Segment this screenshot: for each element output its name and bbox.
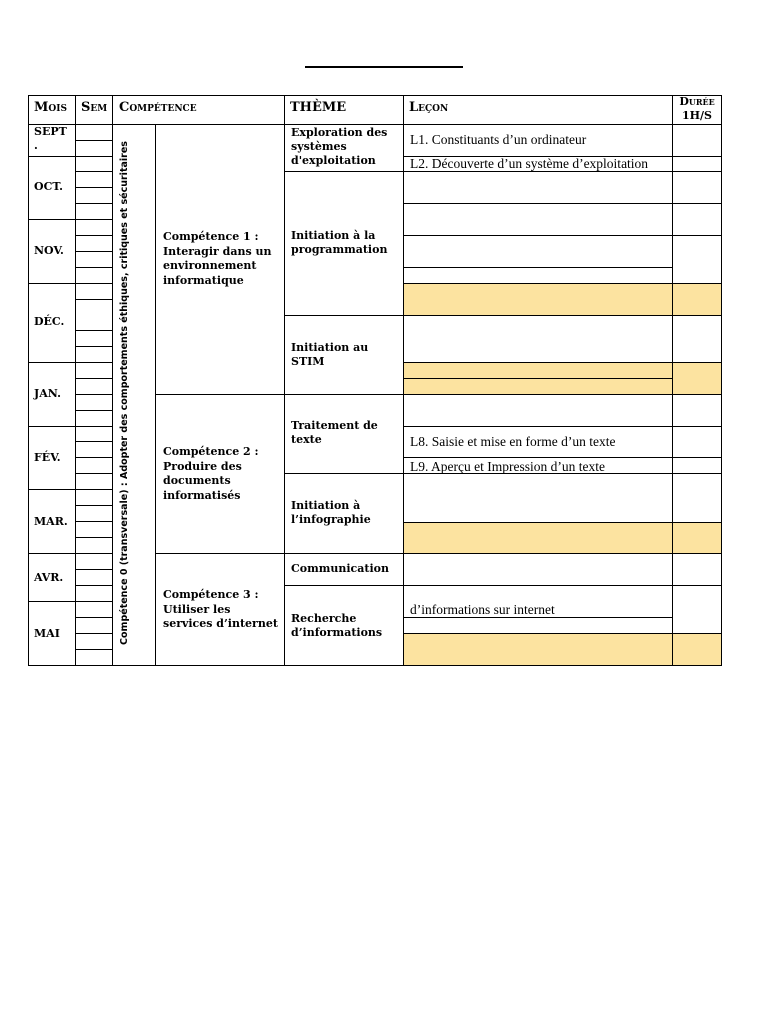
theme-label: Initiation à l’infographie: [291, 499, 371, 526]
theme-label: Initiation au STIM: [291, 341, 369, 368]
grid-line: [75, 378, 113, 379]
grid-line: [28, 156, 113, 157]
grid-line: [75, 140, 113, 141]
grid-line: [403, 315, 722, 316]
highlight-row: [403, 633, 721, 665]
grid-line: [403, 585, 722, 586]
grid-line: [28, 362, 113, 363]
grid-line: [28, 665, 722, 666]
grid-line: [75, 235, 113, 236]
lesson-label: L2. Découverte d’un système d’exploitation: [410, 156, 649, 171]
grid-line: [75, 394, 113, 395]
grid-line: [284, 171, 404, 172]
month-label: SEPT .: [34, 125, 67, 152]
grid-line: [28, 426, 113, 427]
header-lecon: Leçon: [409, 100, 449, 115]
grid-line: [403, 426, 722, 427]
header-mois: Mois: [34, 100, 67, 115]
month-label: AVR.: [34, 571, 64, 584]
theme-label: Communication: [291, 562, 389, 575]
grid-line: [75, 505, 113, 506]
transversal-competence: Compétence 0 (transversale) : Adopter des comportements éthiques, critiques et sécuritaires: [119, 141, 130, 645]
grid-line: [28, 95, 29, 666]
grid-line: [284, 585, 404, 586]
grid-line: [155, 394, 285, 395]
grid-line: [672, 95, 673, 666]
grid-line: [403, 283, 722, 284]
competence-label: Compétence 2 : Produire des documents informatisés: [163, 445, 259, 502]
grid-line: [75, 187, 113, 188]
grid-line: [75, 457, 113, 458]
grid-line: [75, 649, 113, 650]
grid-line: [403, 522, 722, 523]
grid-line: [155, 124, 156, 666]
month-label: MAI: [34, 627, 60, 640]
grid-line: [721, 95, 722, 666]
grid-line: [403, 633, 722, 634]
grid-line: [28, 283, 113, 284]
grid-line: [75, 633, 113, 634]
grid-line: [403, 362, 722, 363]
grid-line: [403, 394, 722, 395]
month-label: OCT.: [34, 180, 63, 193]
grid-line: [75, 330, 113, 331]
grid-line: [284, 394, 404, 395]
competence-label: Compétence 1 : Interagir dans un environnement informatique: [163, 230, 272, 287]
grid-line: [403, 235, 722, 236]
highlight-row: [403, 283, 721, 315]
theme-label: Traitement de texte: [291, 419, 378, 446]
header-competence: Compétence: [119, 100, 197, 115]
header-theme: THÈME: [290, 100, 347, 115]
grid-line: [75, 617, 113, 618]
grid-line: [75, 95, 76, 666]
grid-line: [28, 124, 722, 125]
grid-line: [75, 410, 113, 411]
grid-line: [284, 473, 404, 474]
grid-line: [75, 299, 113, 300]
grid-line: [75, 267, 113, 268]
theme-label: Exploration des systèmes d'exploitation: [291, 126, 388, 167]
lesson-label: L1. Constituants d’un ordinateur: [410, 132, 587, 147]
theme-label: Initiation à la programmation: [291, 229, 388, 256]
highlight-row: [403, 522, 721, 553]
grid-line: [28, 553, 113, 554]
grid-line: [403, 267, 673, 268]
grid-line: [75, 203, 113, 204]
grid-line: [112, 95, 113, 666]
title-underline: [305, 66, 463, 68]
grid-line: [403, 171, 722, 172]
grid-line: [28, 601, 113, 602]
grid-line: [284, 315, 404, 316]
lesson-label: L8. Saisie et mise en forme d’un texte: [410, 434, 616, 449]
grid-line: [155, 553, 285, 554]
month-label: NOV.: [34, 244, 64, 257]
grid-line: [75, 473, 113, 474]
grid-line: [75, 346, 113, 347]
grid-line: [75, 569, 113, 570]
month-label: DÉC.: [34, 315, 65, 328]
grid-line: [75, 585, 113, 586]
grid-line: [403, 203, 722, 204]
competence-label: Compétence 3 : Utiliser les services d’internet: [163, 588, 278, 630]
month-label: FÉV.: [34, 451, 61, 464]
month-label: JAN.: [34, 387, 61, 400]
lesson-label: d’informations sur internet: [410, 602, 555, 617]
theme-label: Recherche d’informations: [291, 612, 383, 639]
grid-line: [403, 617, 673, 618]
grid-line: [284, 553, 404, 554]
header-sem: Sem: [81, 100, 108, 115]
grid-line: [28, 489, 113, 490]
grid-line: [403, 378, 673, 379]
grid-line: [28, 219, 113, 220]
grid-line: [75, 171, 113, 172]
grid-line: [28, 95, 722, 96]
grid-line: [75, 441, 113, 442]
grid-line: [284, 95, 285, 666]
grid-line: [75, 521, 113, 522]
month-label: MAR.: [34, 515, 68, 528]
header-duree: Durée 1H/S: [679, 95, 715, 122]
grid-line: [403, 457, 722, 458]
grid-line: [403, 95, 404, 666]
grid-line: [75, 537, 113, 538]
grid-line: [403, 553, 722, 554]
grid-line: [75, 251, 113, 252]
lesson-label: L9. Aperçu et Impression d’un texte: [410, 459, 605, 474]
